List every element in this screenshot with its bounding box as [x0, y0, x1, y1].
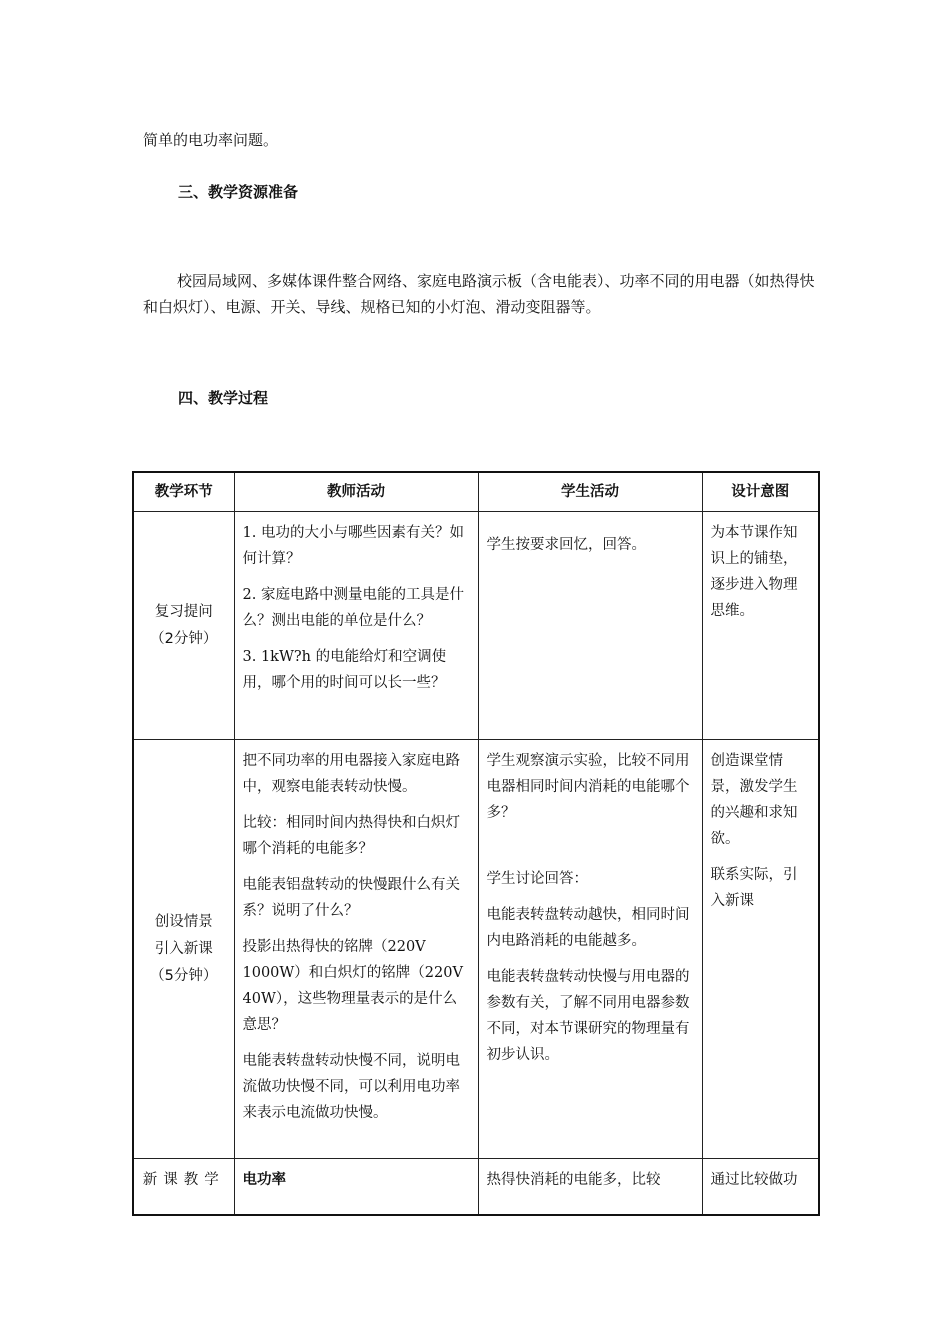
teacher-text: 2. 家庭电路中测量电能的工具是什么？测出电能的单位是什么？	[242, 587, 464, 629]
stage-duration: （5分钟）	[150, 967, 218, 984]
table-row	[133, 740, 819, 1159]
teacher-cell	[234, 740, 478, 1159]
teacher-text: 把不同功率的用电器接入家庭电路中，观察电能表转动快慢。	[242, 753, 460, 795]
teacher-text: 投影出热得快的铭牌（220V 1000W）和白炽灯的铭牌（220V 40W），这些物理量表示的是什么意思？	[242, 939, 463, 1033]
student-cell	[478, 1159, 702, 1215]
header-teacher: 教师活动	[234, 472, 478, 512]
stage-cell	[133, 740, 234, 1159]
table-row	[133, 1159, 819, 1215]
student-text: 学生讨论回答：	[486, 871, 588, 887]
stage-duration: （2分钟）	[150, 630, 218, 647]
stage-label: 创设情景	[154, 913, 213, 930]
section3-heading: 三、教学资源准备	[178, 183, 299, 201]
teacher-text: 电能表转盘转动快慢不同，说明电流做功快慢不同，可以利用电功率来表示电流做功快慢。	[242, 1053, 460, 1121]
intent-text: 通过比较做功	[710, 1172, 798, 1188]
student-text: 电能表转盘转动越快，相同时间内电路消耗的电能越多。	[486, 907, 690, 949]
intent-cell	[702, 512, 819, 740]
stage-label: 新课教学	[142, 1172, 225, 1188]
student-text: 学生观察演示实验，比较不同用电器相同时间内消耗的电能哪个多？	[486, 753, 690, 821]
section3-body-text: 校园局域网、多媒体课件整合网络、家庭电路演示板（含电能表）、功率不同的用电器（如热得快和白炽灯）、电源、开关、导线、规格已知的小灯泡、滑动变阻器等。	[143, 272, 815, 316]
teacher-text: 电能表铝盘转动的快慢跟什么有关系？说明了什么？	[242, 877, 460, 919]
student-text: 热得快消耗的电能多，比较	[486, 1172, 661, 1188]
table-row	[133, 512, 819, 740]
stage-label: 引入新课	[154, 940, 213, 957]
section4-heading: 四、教学过程	[178, 389, 269, 407]
table-header-row	[133, 472, 819, 512]
teacher-text: 3. 1kW?h 的电能给灯和空调使用，哪个用的时间可以长一些？	[242, 649, 447, 691]
header-intent: 设计意图	[702, 472, 819, 512]
teaching-process-table	[132, 471, 820, 1216]
stage-cell	[133, 512, 234, 740]
teacher-cell	[234, 1159, 478, 1215]
student-cell	[478, 740, 702, 1159]
student-text: 电能表转盘转动快慢与用电器的参数有关，了解不同用电器参数不同，对本节课研究的物理量有初步认识。	[486, 969, 690, 1063]
intent-cell	[702, 1159, 819, 1215]
section3-body	[143, 268, 823, 320]
intent-text: 联系实际，引入新课	[710, 867, 798, 909]
header-stage: 教学环节	[133, 472, 234, 512]
teacher-cell	[234, 512, 478, 740]
teacher-text: 电功率	[242, 1172, 286, 1188]
stage-cell	[133, 1159, 234, 1215]
teacher-text: 1. 电功的大小与哪些因素有关？如何计算？	[242, 525, 464, 567]
header-student: 学生活动	[478, 472, 702, 512]
stage-label: 复习提问	[154, 603, 213, 620]
intro-tail-text: 简单的电功率问题。	[143, 131, 279, 149]
student-text: 学生按要求回忆，回答。	[486, 537, 646, 553]
student-cell	[478, 512, 702, 740]
intent-text: 为本节课作知识上的铺垫，逐步进入物理思维。	[710, 525, 798, 619]
teacher-text: 比较：相同时间内热得快和白炽灯哪个消耗的电能多？	[242, 815, 460, 857]
intent-text: 创造课堂情景，激发学生的兴趣和求知欲。	[710, 753, 798, 847]
intent-cell	[702, 740, 819, 1159]
